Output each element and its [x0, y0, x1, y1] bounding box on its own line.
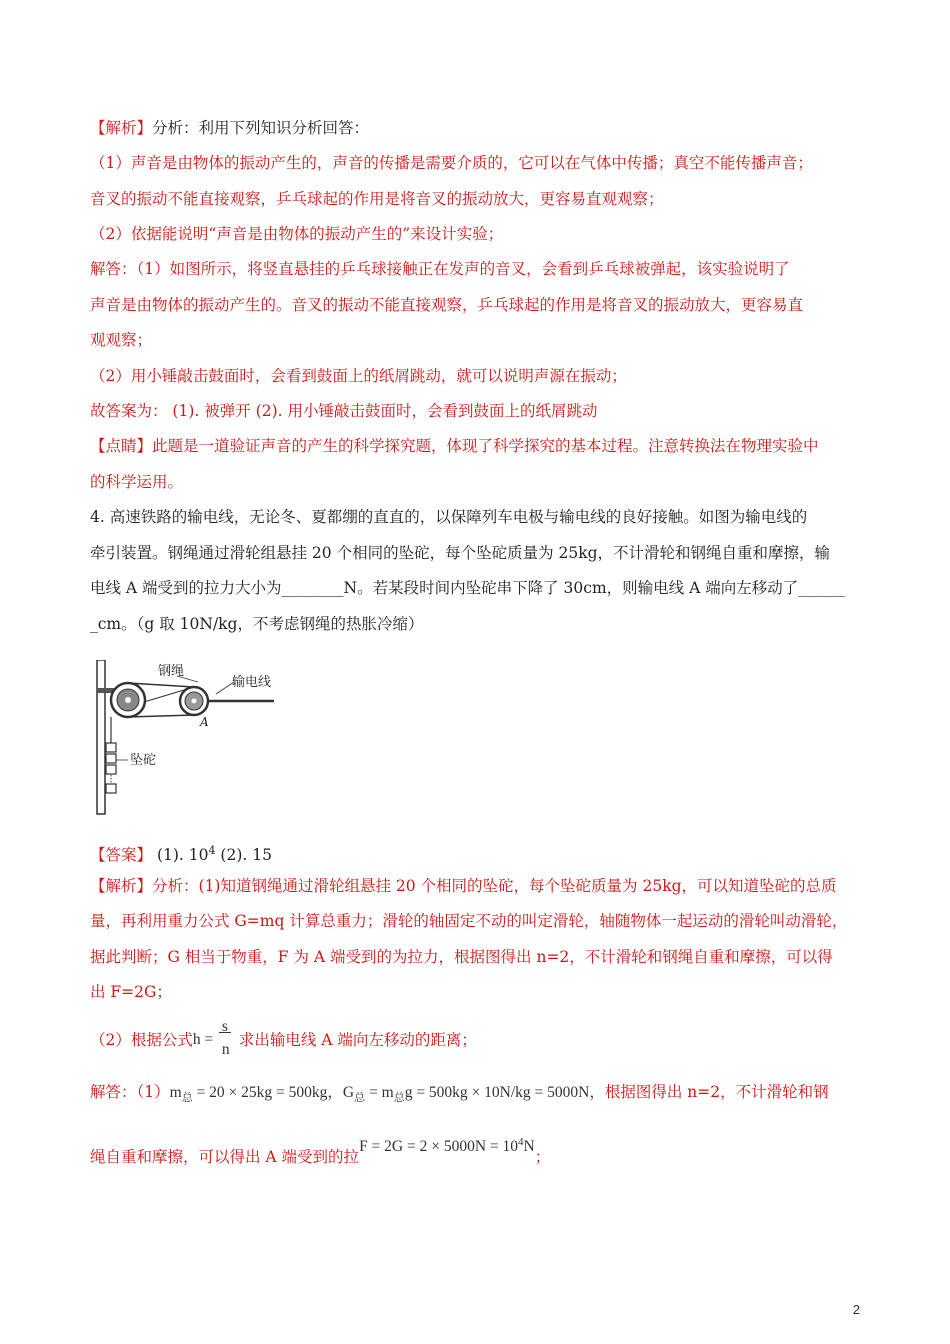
formula-numerator: s	[221, 1018, 228, 1035]
paragraph-text: 音叉的振动不能直接观察，乒乓球起的作用是将音叉的振动放大，更容易直观观察；	[90, 190, 664, 208]
question-text: _cm。（g 取 10N/kg，不考虑钢绳的热胀冷缩）	[90, 615, 424, 633]
answer-text: (1). 10	[152, 846, 209, 865]
section1-analysis-line	[90, 118, 870, 138]
solution-line-2	[90, 1136, 870, 1168]
fraction-bar	[219, 1032, 231, 1033]
answer-heading: 【答案】	[90, 846, 153, 865]
figure-label-a: A	[200, 715, 209, 729]
analysis-line	[90, 876, 870, 896]
figure-label-steel-rope: 钢绳	[158, 664, 185, 679]
solution-eq2b: g = 500kg × 10N/kg = 5000N，	[404, 1084, 605, 1101]
question-text: 4. 高速铁路的输电线，无论冬、夏都绷的直直的，以保障列车电极与输电线的良好接触。如图为输电线的	[90, 508, 808, 526]
answer-text-2: (2). 15	[215, 846, 272, 865]
analysis-text: 分析：(1)知道钢绳通过滑轮组悬挂 20 个相同的坠砣，每个坠砣质量为 25kg，可以知道坠砣的总质	[152, 877, 837, 895]
formula-h: h =	[192, 1031, 214, 1048]
solution-g: G	[342, 1084, 355, 1101]
analysis-heading: 【解析】	[90, 119, 153, 137]
answer-line	[90, 841, 870, 865]
paragraph-text: 观观察；	[90, 331, 153, 349]
paragraph-text: 解答：（1）如图所示，将竖直悬挂的乒乓球接触正在发声的音叉，会看到乒乓球被弹起，该实验说明了	[90, 260, 790, 278]
solution-m: m	[169, 1084, 182, 1101]
solution-eq1: = 20 × 25kg = 500kg，	[192, 1084, 343, 1101]
paragraph-text: （2）依据能说明“声音是由物体的振动产生的”来设计实验；	[90, 225, 504, 243]
solution-prefix: 解答：（1）	[90, 1083, 170, 1101]
solution2-formula	[359, 1138, 535, 1155]
figure-label-weights: 坠砣	[130, 753, 157, 768]
comment-heading: 【点睛】	[90, 437, 153, 455]
page-number: 2	[852, 1302, 860, 1317]
figure-label-power-line: 输电线	[232, 675, 272, 690]
analysis-text: 量，再利用重力公式 G=mq 计算总重力；滑轮的轴固定不动的叫定滑轮，轴随物体一起运动的滑轮叫动滑轮，	[90, 912, 848, 930]
comment-line	[90, 436, 870, 456]
question-text: 牵引装置。钢绳通过滑轮组悬挂 20 个相同的坠砣，每个坠砣质量为 25kg，不计滑轮和钢绳自重和摩擦，输	[90, 544, 831, 562]
pulley-figure	[94, 660, 294, 815]
solution2-formula-text: F = 2G = 2 × 5000N = 10	[359, 1138, 519, 1156]
formula-suffix: 求出输电线 A 端向左移动的距离；	[238, 1031, 477, 1049]
solution2-sup: 4	[518, 1136, 524, 1148]
comment-text: 的科学运用。	[90, 473, 184, 491]
formula-line	[90, 1018, 870, 1058]
solution-suffix: 根据图得出 n=2，不计滑轮和钢	[604, 1083, 829, 1101]
paragraph-text: （1）声音是由物体的振动产生的，声音的传播是需要介质的，它可以在气体中传播；真空不能传播声音；	[90, 154, 813, 172]
answer-sup: 4	[208, 844, 216, 857]
fraction-formula	[192, 1018, 239, 1058]
analysis-text: 出 F=2G；	[90, 983, 172, 1001]
solution2-unit: N	[523, 1138, 535, 1156]
formula-denominator: n	[221, 1041, 230, 1058]
analysis-heading: 【解析】	[90, 877, 153, 895]
solution-sub: 总	[181, 1092, 193, 1105]
solution-line	[90, 1082, 870, 1108]
solution-sub: 总	[393, 1092, 405, 1105]
paragraph-text: （2）用小锤敲击鼓面时，会看到鼓面上的纸屑跳动，就可以说明声源在振动；	[90, 367, 627, 385]
answer-summary: 故答案为： (1). 被弹开 (2). 用小锤敲击鼓面时，会看到鼓面上的纸屑跳动	[90, 402, 598, 420]
paragraph-text: 声音是由物体的振动产生的。音叉的振动不能直接观察，乒乓球起的作用是将音叉的振动放大，更容易直	[90, 296, 804, 314]
solution-sub: 总	[354, 1092, 366, 1105]
analysis-intro: 分析：利用下列知识分析回答：	[152, 119, 370, 137]
solution-eq2a: = m	[365, 1084, 394, 1101]
comment-text: 此题是一道验证声音的产生的科学探究题，体现了科学探究的基本过程。注意转换法在物理实验中	[152, 437, 819, 455]
question-text: 电线 A 端受到的拉力大小为________N。若某段时间内坠砣串下降了 30cm，则输电线 A 端向左移动了______	[90, 579, 845, 597]
solution2-prefix: 绳自重和摩擦，可以得出 A 端受到的拉	[90, 1148, 360, 1167]
solution2-end: ；	[534, 1148, 551, 1167]
formula-prefix: （2）根据公式	[90, 1031, 193, 1049]
analysis-text: 据此判断；G 相当于物重，F 为 A 端受到的为拉力，根据图得出 n=2，不计滑轮和钢绳自重和摩擦，可以得	[90, 948, 833, 966]
